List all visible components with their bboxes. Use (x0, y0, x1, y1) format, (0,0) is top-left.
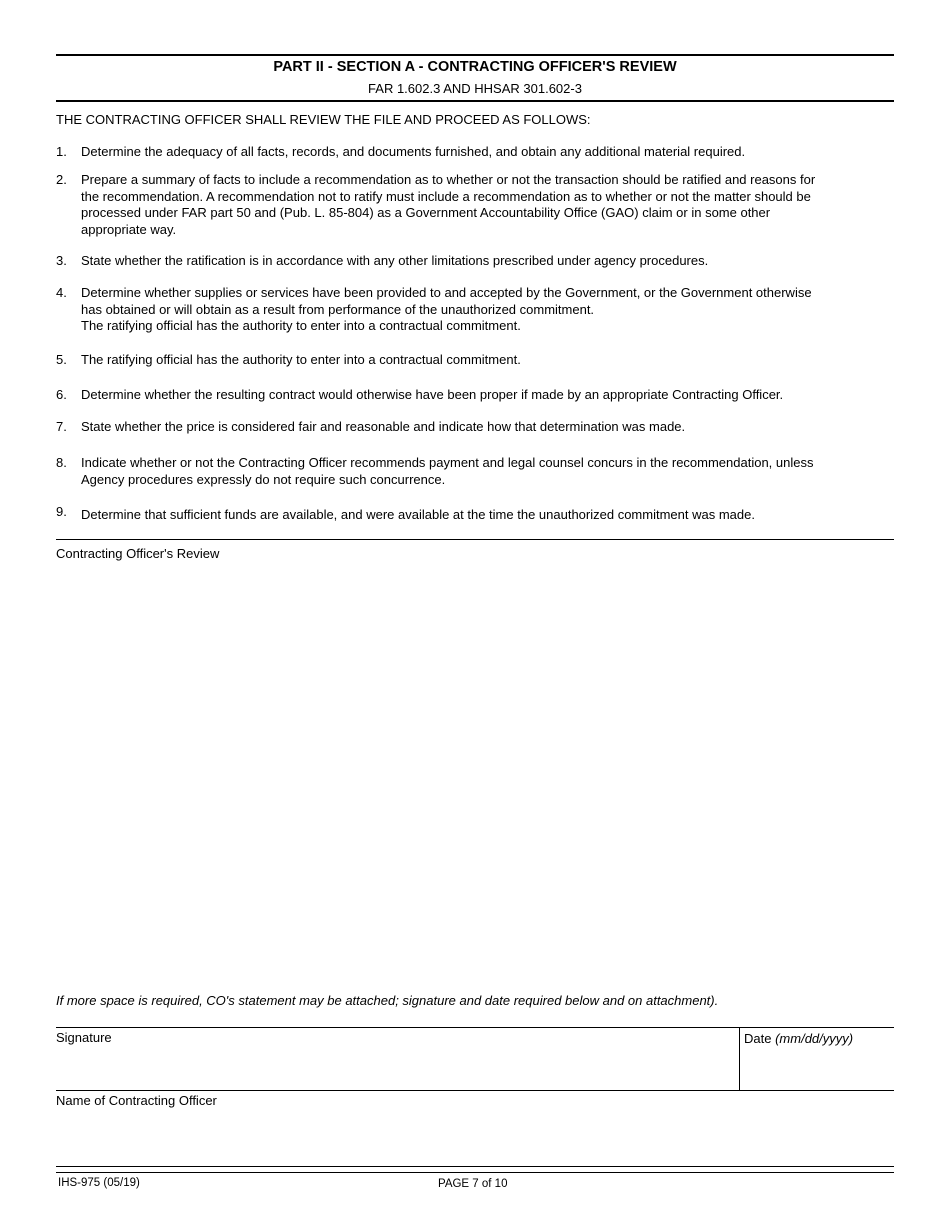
footer-rule-1 (56, 1166, 894, 1167)
name-label: Name of Contracting Officer (56, 1093, 217, 1108)
instructions-intro: THE CONTRACTING OFFICER SHALL REVIEW THE FILE AND PROCEED AS FOLLOWS: (56, 112, 591, 127)
instruction-text (81, 285, 881, 335)
instruction-number: 5. (56, 352, 67, 367)
name-field[interactable] (56, 1111, 894, 1161)
instruction-text (81, 352, 881, 369)
instruction-line: State whether the price is considered fair and reasonable and indicate how that determination was made. (81, 419, 686, 434)
date-field[interactable] (744, 1048, 892, 1088)
instruction-line: has obtained or will obtain as a result from performance of the unauthorized commitment. (81, 301, 595, 317)
instruction-line: the recommendation. A recommendation not to ratify must include a recommendation as to whether or not the matter should be (81, 188, 811, 204)
instruction-text (81, 253, 881, 270)
instruction-number: 4. (56, 285, 67, 300)
instruction-number: 2. (56, 172, 67, 187)
date-format-hint: (mm/dd/yyyy) (775, 1031, 854, 1046)
section-subtitle: FAR 1.602.3 AND HHSAR 301.602-3 (368, 81, 582, 96)
instruction-line: appropriate way. (81, 222, 177, 238)
page-number: PAGE 7 of 10 (438, 1178, 508, 1190)
instruction-number: 8. (56, 455, 67, 470)
instruction-line: Determine whether the resulting contract would otherwise have been proper if made by an appropriate Contracting Officer. (81, 387, 784, 402)
instruction-line: Determine that sufficient funds are available, and were available at the time the unauthorized commitment was made. (81, 507, 755, 522)
instruction-text (81, 507, 881, 524)
footer-rule-2 (56, 1172, 894, 1173)
signature-field[interactable] (56, 1048, 736, 1088)
instruction-text (81, 455, 881, 488)
instruction-number: 6. (56, 387, 67, 402)
date-divider (739, 1027, 740, 1090)
signature-label: Signature (56, 1030, 112, 1045)
instruction-line: Indicate whether or not the Contracting Officer recommends payment and legal counsel concurs in the recommendation, unless (81, 455, 814, 470)
top-rule (56, 54, 894, 56)
instruction-text (81, 419, 881, 436)
header-bottom-rule (56, 100, 894, 102)
instruction-line: Prepare a summary of facts to include a recommendation as to whether or not the transaction should be ratified and reasons for (81, 172, 816, 187)
date-label-text: Date (744, 1031, 772, 1046)
instruction-number: 7. (56, 419, 67, 434)
instruction-line: Determine whether supplies or services have been provided to and accepted by the Government, or the Government otherwise (81, 285, 812, 300)
instruction-text (81, 172, 881, 239)
signature-top-rule (56, 1027, 894, 1028)
instruction-number: 3. (56, 253, 67, 268)
form-id: IHS-975 (05/19) (58, 1177, 140, 1189)
review-text-area[interactable] (56, 566, 894, 986)
instruction-line: processed under FAR part 50 and (Pub. L. 85-804) as a Government Accountability Office (GAO) claim or in some other (81, 205, 771, 221)
instruction-line: State whether the ratification is in accordance with any other limitations prescribed under agency procedures. (81, 253, 709, 268)
attachment-note: If more space is required, CO's statement may be attached; signature and date required below and on attachment). (56, 993, 719, 1008)
review-label: Contracting Officer's Review (56, 546, 220, 561)
instruction-number: 9. (56, 504, 67, 519)
date-label (744, 1031, 853, 1047)
name-top-rule (56, 1090, 894, 1091)
instruction-number: 1. (56, 144, 67, 159)
form-page (56, 0, 894, 1230)
instruction-text (81, 387, 881, 404)
instruction-line: The ratifying official has the authority to enter into a contractual commitment. (81, 352, 521, 367)
instruction-line: The ratifying official has the authority to enter into a contractual commitment. (81, 318, 521, 334)
section-title: PART II - SECTION A - CONTRACTING OFFICER'S REVIEW (273, 59, 677, 75)
instruction-line: Determine the adequacy of all facts, records, and documents furnished, and obtain any additional material required. (81, 144, 746, 159)
review-top-rule (56, 539, 894, 540)
instruction-text (81, 144, 881, 161)
instruction-line: Agency procedures expressly do not require such concurrence. (81, 471, 446, 487)
